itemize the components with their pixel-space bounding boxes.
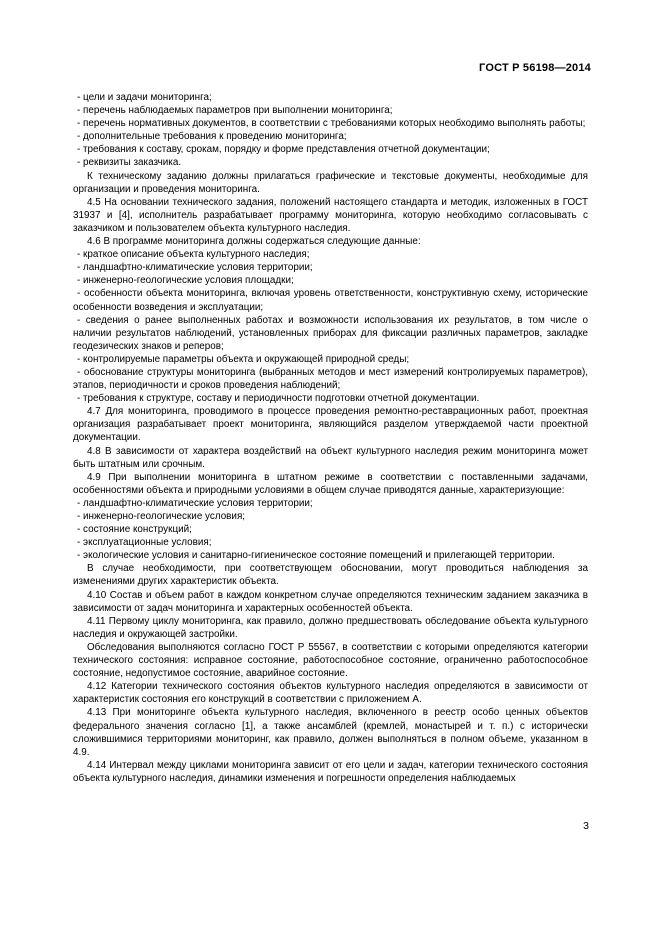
body-text bbox=[73, 91, 588, 785]
paragraph: Обследования выполняются согласно ГОСТ Р 55567, в соответствии с которыми определяются категории технического состояния: исправное состояние, работоспособное состояние, ограниченно работоспособное состояние, недопустимое состояние, аварийное состояние. bbox=[73, 641, 588, 680]
list-item: - эксплуатационные условия; bbox=[77, 537, 212, 549]
clause-4-12: 4.12 Категории технического состояния объектов культурного наследия определяются в зависимости от характеристик состояния его конструкций в соответствии с приложением А. bbox=[73, 681, 588, 706]
paragraph: В случае необходимости, при соответствующем обосновании, могут проводиться наблюдения за изменениями других характеристик объекта. bbox=[73, 563, 588, 588]
clause-4-6: 4.6 В программе мониторинга должны содержаться следующие данные: bbox=[87, 236, 421, 248]
clause-4-9: 4.9 При выполнении мониторинга в штатном режиме в соответствии с поставленными задачами, особенностями объекта и природными условиями в общем случае приводятся данные, характеризующие: bbox=[73, 471, 588, 496]
clause-4-5: 4.5 На основании технического задания, положений настоящего стандарта и методик, изложенных в ГОСТ 31937 и [4], исполнитель разрабатывает программу мониторинга, которую необходимо согласовывать с заказчиком и пользователем объекта культурного наследия. bbox=[73, 196, 588, 234]
list-item: - состояние конструкций; bbox=[77, 524, 192, 536]
clause-4-7: 4.7 Для мониторинга, проводимого в процессе проведения ремонтно-реставрационных работ, проектная организация разрабатывает проект мониторинга, являющийся разделом утверждаемой части проектной документации. bbox=[73, 406, 588, 444]
list-item: - перечень нормативных документов, в соответствии с требованиями которых необходимо выполнять работы; bbox=[77, 118, 586, 130]
list-item: - краткое описание объекта культурного наследия; bbox=[77, 249, 310, 261]
list-item: - требования к структуре, составу и периодичности подготовки отчетной документации. bbox=[77, 393, 480, 405]
clause-4-11: 4.11 Первому циклу мониторинга, как правило, должно предшествовать обследование объекта культурного наследия и окружающей застройки. bbox=[73, 615, 588, 640]
list-item: - перечень наблюдаемых параметров при выполнении мониторинга; bbox=[77, 105, 393, 117]
clause-4-8: 4.8 В зависимости от характера воздействий на объект культурного наследия режим мониторинга может быть штатным или срочным. bbox=[73, 445, 588, 470]
list-item: - требования к составу, срокам, порядку и форме представления отчетной документации; bbox=[77, 144, 490, 156]
list-item: - дополнительные требования к проведению мониторинга; bbox=[77, 131, 347, 143]
list-item: - цели и задачи мониторинга; bbox=[77, 92, 212, 103]
list-item: - ландшафтно-климатические условия территории; bbox=[77, 497, 313, 509]
list-item: - ландшафтно-климатические условия территории; bbox=[77, 262, 313, 274]
list-item: - обоснование структуры мониторинга (выбранных методов и мест измерений контролируемых параметров), этапов, периодичности и сроков проведения наблюдений; bbox=[73, 366, 588, 392]
document-code-header: ГОСТ Р 56198—2014 bbox=[479, 62, 591, 74]
clause-4-14: 4.14 Интервал между циклами мониторинга зависит от его цели и задач, категории технического состояния объекта культурного наследия, динамики изменения и погрешности определения наблюдаемых bbox=[73, 759, 588, 784]
list-item: - экологические условия и санитарно-гигиеническое состояние помещений и прилегающей территории. bbox=[77, 550, 555, 562]
list-item: - сведения о ранее выполненных работах и возможности использования их результатов, в том числе о наличии результатов наблюдений, установленных приборах для фиксации различных параметров, закладке геодезических знаков и реперов; bbox=[73, 314, 588, 352]
list-item: - инженерно-геологические условия; bbox=[77, 511, 246, 522]
paragraph: К техническому заданию должны прилагаться графические и текстовые документы, необходимые для организации и проведения мониторинга. bbox=[73, 170, 588, 195]
clause-4-13: 4.13 При мониторинге объекта культурного наследия, включенного в реестр особо ценных объектов федерального значения согласно [1], а также ансамблей (кремлей, монастырей и т. п.) с исторически сложившимися территориями мониторинг, как правило, должен выполняться в полном объеме, указанном в 4.9. bbox=[73, 707, 588, 758]
list-item: - реквизиты заказчика. bbox=[77, 157, 182, 169]
list-item: - инженерно-геологические условия площадки; bbox=[77, 275, 294, 287]
list-item: - контролируемые параметры объекта и окружающей природной среды; bbox=[77, 353, 410, 365]
clause-4-10: 4.10 Состав и объем работ в каждом конкретном случае определяются техническим заданием заказчика в зависимости от задач мониторинга и характерных особенностей объекта. bbox=[73, 589, 588, 614]
page-number: 3 bbox=[583, 820, 589, 832]
list-item: - особенности объекта мониторинга, включая уровень ответственности, конструктивную схему, исторические особенности возведения и эксплуатации; bbox=[73, 288, 588, 313]
